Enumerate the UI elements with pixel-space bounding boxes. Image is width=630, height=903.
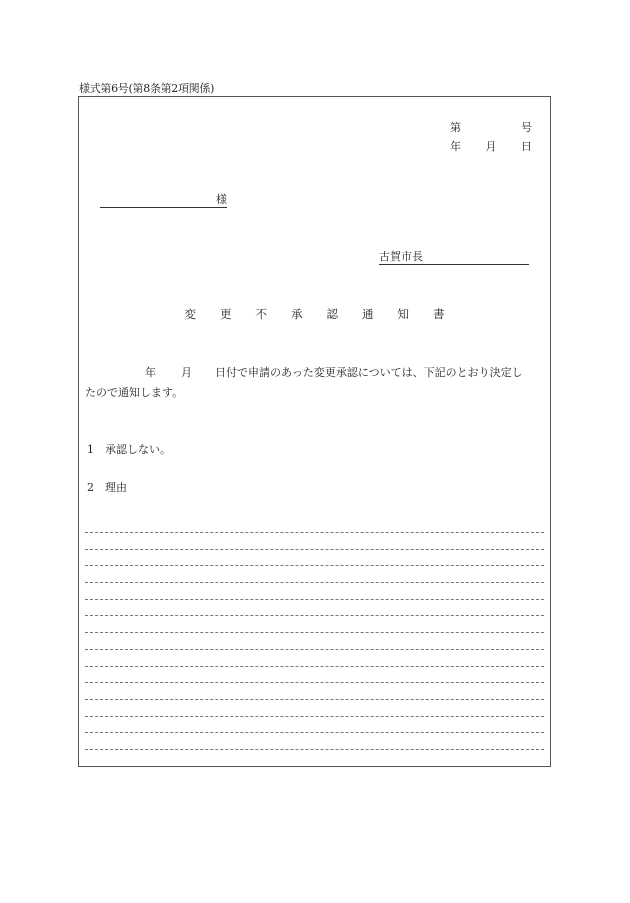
addressee-field bbox=[100, 194, 227, 208]
document-number-line bbox=[450, 119, 532, 135]
form-number-label: 様式第6号(第8条第2項関係) bbox=[79, 82, 215, 95]
reason-dotted-line bbox=[85, 649, 544, 650]
reason-dotted-line bbox=[85, 682, 544, 683]
notice-form-frame bbox=[78, 96, 551, 767]
sender-blank-line bbox=[423, 251, 529, 265]
reason-dotted-line bbox=[85, 599, 544, 600]
date-day-label: 日 bbox=[521, 140, 532, 153]
sender-name: 古賀市長 bbox=[379, 250, 423, 263]
reason-dotted-line bbox=[85, 699, 544, 700]
item-text: 理由 bbox=[105, 481, 127, 494]
document-date-line bbox=[450, 138, 532, 154]
addressee-blank-line bbox=[100, 195, 216, 208]
reason-dotted-line bbox=[85, 615, 544, 616]
reason-writing-lines bbox=[85, 532, 544, 766]
reason-dotted-line bbox=[85, 532, 544, 533]
date-year-label: 年 bbox=[450, 140, 461, 153]
item-not-approved bbox=[87, 441, 171, 457]
item-reason bbox=[87, 479, 127, 495]
reason-dotted-line bbox=[85, 565, 544, 566]
item-number: 1 bbox=[87, 443, 94, 456]
reason-dotted-line bbox=[85, 732, 544, 733]
body-text-line-2: たので通知します。 bbox=[85, 386, 184, 399]
body-month-label: 月 bbox=[181, 366, 192, 379]
document-number-prefix: 第 bbox=[450, 121, 461, 134]
sender-field bbox=[379, 251, 529, 265]
document-number-suffix: 号 bbox=[521, 121, 532, 134]
reason-dotted-line bbox=[85, 749, 544, 750]
reason-dotted-line bbox=[85, 582, 544, 583]
item-number: 2 bbox=[87, 481, 94, 494]
date-month-label: 月 bbox=[485, 140, 497, 153]
addressee-honorific: 様 bbox=[216, 193, 227, 206]
reason-dotted-line bbox=[85, 666, 544, 667]
item-text: 承認しない。 bbox=[105, 443, 171, 456]
body-text-line-1 bbox=[85, 364, 523, 380]
document-title: 変更不承認通知書 bbox=[184, 307, 469, 321]
body-text-rest: 日付で申請のあった変更承認については、下記のとおり決定し bbox=[215, 366, 523, 379]
reason-dotted-line bbox=[85, 549, 544, 550]
reason-dotted-line bbox=[85, 632, 544, 633]
reason-dotted-line bbox=[85, 716, 544, 717]
body-year-label: 年 bbox=[145, 366, 156, 379]
